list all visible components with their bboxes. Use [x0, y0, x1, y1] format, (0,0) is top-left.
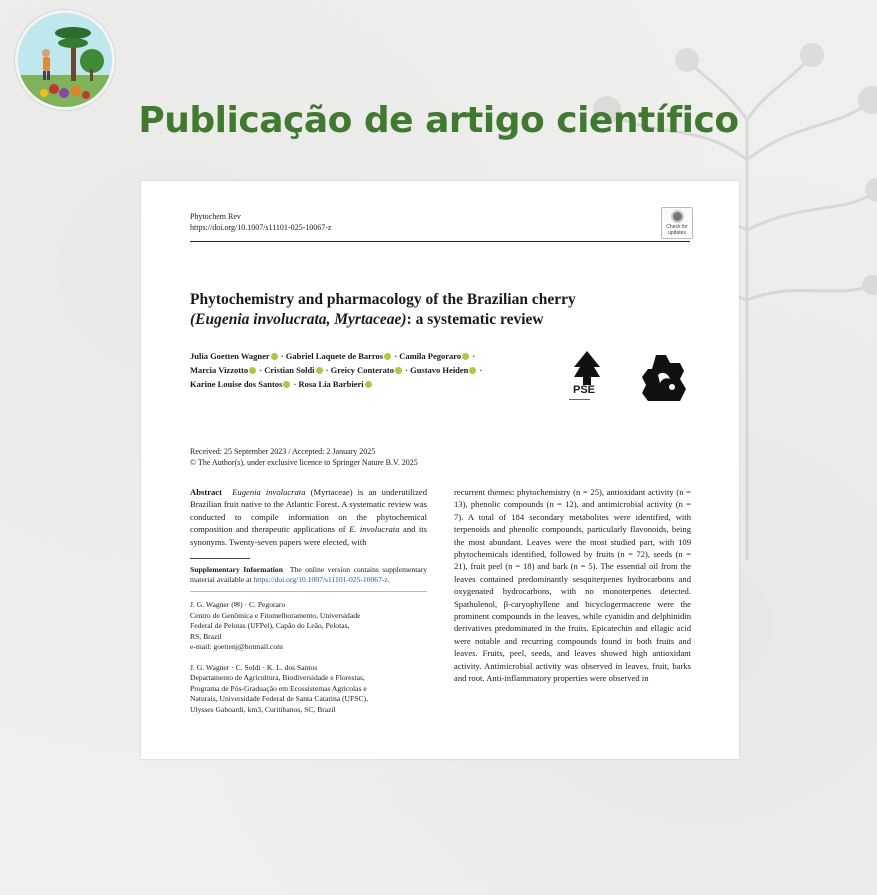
affil2-line: Programa de Pós-Graduação em Ecossistemas Agrícolas e [190, 683, 367, 693]
affil2-line: Ulysses Gaboardi, km3, Curitibanos, SC, Brazil [190, 704, 336, 714]
orcid-icon[interactable] [271, 353, 278, 360]
project-logo [15, 10, 115, 110]
springer-chess-knight-logo [636, 349, 692, 405]
abstract-text-a: (Myrtaceae) is an underutilized Brazilian fruit native to the Atlantic Forest. A systematic review was conducted to compile information on the phytochemical composition and therapeutic applications of [190, 487, 427, 535]
affil1-line: Centro de Genômica e Fitomelhoramento, Universidade [190, 610, 361, 620]
author: Gabriel Laquete de Barros [285, 351, 384, 361]
title-line-2: : a systematic review [406, 311, 544, 328]
left-column [190, 486, 427, 715]
abstract-species: Eugenia involucrata [232, 487, 306, 497]
orcid-icon[interactable] [384, 353, 391, 360]
orcid-icon[interactable] [249, 367, 256, 374]
orcid-icon[interactable] [395, 367, 402, 374]
pse-sublabel-mark: ▬▬▬▬▬▬▬ [569, 397, 590, 401]
author: Karine Louise dos Santos [190, 379, 283, 389]
affil1-email[interactable]: e-mail: goettenj@hotmail.com [190, 642, 284, 652]
journal-header [190, 211, 331, 233]
abstract-text-b: and its synonyms. Twenty-seven papers were elected, with [190, 524, 427, 547]
orcid-icon[interactable] [316, 367, 323, 374]
check-for-updates-badge[interactable] [661, 207, 693, 239]
author: Gustavo Heiden [410, 365, 469, 375]
pse-label: PSE [573, 384, 596, 396]
affiliation-2 [190, 663, 427, 716]
orcid-icon[interactable] [462, 353, 469, 360]
affil2-line: Departamento de Agricultura, Biodiversidade e Florestas, [190, 673, 365, 683]
journal-name: Phytochem Rev [190, 212, 241, 221]
abstract-species-short: E. involucrata [349, 524, 400, 535]
right-column [454, 486, 691, 685]
paper-title [190, 290, 650, 330]
author: Camila Pegoraro [399, 351, 462, 361]
affil-rule [190, 591, 427, 592]
doi-link[interactable]: https://doi.org/10.1007/s11101-025-10067-z [190, 223, 332, 232]
author: Julia Goetten Wagner [190, 351, 270, 361]
supp-link[interactable]: https://doi.org/10.1007/s11101-025-10067-z. [253, 575, 390, 585]
author: Marcia Vizzotto [190, 365, 249, 375]
affil2-line: Naturais, Universidade Federal de Santa Catarina (UFSC), [190, 694, 368, 704]
check-for-updates-icon [671, 210, 684, 223]
author: Greicy Conterato [330, 365, 394, 375]
orcid-icon[interactable] [283, 381, 290, 388]
author: Cristian Soldi [264, 365, 315, 375]
affil2-names: J. G. Wagner · C. Soldi · K. L. dos Santos [190, 662, 318, 672]
copyright-notice: © The Author(s), under exclusive licence to Springer Nature B.V. 2025 [190, 458, 418, 467]
orcid-icon[interactable] [469, 367, 476, 374]
project-logo-illustration [18, 13, 112, 107]
affil1-line: Federal de Pelotas (UFPel), Capão do Leão, Pelotas, [190, 621, 350, 631]
author-list: Julia Goetten Wagner · Gabriel Laquete de Barros · Camila Pegoraro · Marcia Vizzotto · Cristian Soldi · Greicy Conterato · Gustavo Heiden · Karine Louise dos Santos · Rosa Lía Barbieri [190, 351, 483, 389]
check-for-updates-label: Check for updates [666, 224, 688, 236]
abstract-label: Abstract [190, 487, 222, 497]
supplementary-info [190, 565, 427, 585]
supp-label: Supplementary Information [190, 565, 283, 575]
author: Rosa Lía Barbieri [298, 379, 364, 389]
header-rule [190, 241, 690, 242]
abstract-continued: recurrent themes: phytochemistry (n = 25), antioxidant activity (n = 13), phenolic compounds (n = 12), and antimicrobial activity (n = 7). A total of 184 secondary metabolites were identified, with terpenoids and phenolic compounds, particularly flavonoids, being the most abundant. Leaves were the most studied part, with 109 phytochemicals identified, followed by fruits (n = 72), seeds (n = 21), fruit peel (n = 18) and bark (n = 5). The essential oil from the leaves contained predominantly sesquiterpenes hydrocarbons and oxygenated hydrocarbons, with no monoterpenes detected. Spathulenol, β-caryophyllene and bicyclogermacrene were the prominent compounds in the leaves, while cyanidin and delphinidin derivatives predominated in the fruits. Epicatechin and ellagic acid were notable and recurring compounds found in both fruits and leaves. Fruits, peel, seeds, and leaves showed high antioxidant activity. Antimicrobial activity was observed in leaves, fruit, barks and root. Anti-inflammatory properties were observed in [454, 487, 691, 684]
abstract [190, 486, 427, 548]
footnote-rule [190, 558, 250, 559]
received-accepted: Received: 25 September 2023 / Accepted: 2 January 2025 [190, 447, 376, 456]
publication-dates [190, 446, 418, 468]
affil1-names: J. G. Wagner (✉) · C. Pegoraro [190, 600, 286, 610]
paper-page [141, 181, 739, 759]
orcid-icon[interactable] [365, 381, 372, 388]
affiliation-1 [190, 600, 427, 653]
affil1-line: RS, Brazil [190, 631, 222, 641]
page-headline: Publicação de artigo científico [138, 100, 739, 141]
title-species: (Eugenia involucrata, Myrtaceae) [190, 311, 407, 328]
supp-text: The online version contains supplementary material available at [190, 565, 428, 585]
title-line-1: Phytochemistry and pharmacology of the Brazilian cherry [190, 291, 576, 308]
